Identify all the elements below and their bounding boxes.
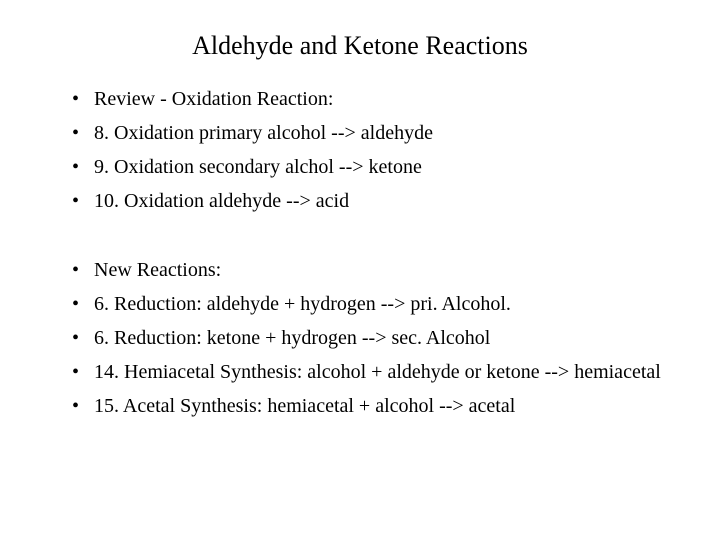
list-item xyxy=(72,393,692,419)
list-item-text: 10. Oxidation aldehyde --> acid xyxy=(94,190,350,212)
bullet-icon: • xyxy=(72,361,80,383)
new-reactions-bullet-list xyxy=(72,257,692,427)
bullet-icon: • xyxy=(72,88,80,110)
list-item xyxy=(72,86,692,112)
list-item-text: Review - Oxidation Reaction: xyxy=(94,88,334,110)
bullet-icon: • xyxy=(72,395,80,417)
list-item xyxy=(72,325,692,351)
list-item-text: 6. Reduction: ketone + hydrogen --> sec. Alcohol xyxy=(94,327,491,349)
list-item-text: 6. Reduction: aldehyde + hydrogen --> pri. Alcohol. xyxy=(94,293,511,315)
list-item-text: 8. Oxidation primary alcohol --> aldehyde xyxy=(94,122,433,144)
list-item xyxy=(72,291,692,317)
slide-title: Aldehyde and Ketone Reactions xyxy=(192,31,528,60)
bullet-icon: • xyxy=(72,156,80,178)
list-item-text: 15. Acetal Synthesis: hemiacetal + alcohol --> acetal xyxy=(94,395,516,417)
list-item xyxy=(72,120,692,146)
list-item xyxy=(72,154,692,180)
bullet-icon: • xyxy=(72,190,80,212)
list-item xyxy=(72,257,692,283)
list-item-text: 9. Oxidation secondary alchol --> ketone xyxy=(94,156,422,178)
list-item-text: New Reactions: xyxy=(94,259,222,281)
bullet-icon: • xyxy=(72,293,80,315)
list-item-text: 14. Hemiacetal Synthesis: alcohol + aldehyde or ketone --> hemiacetal xyxy=(94,361,661,383)
review-bullet-list xyxy=(72,86,692,222)
list-item xyxy=(72,188,692,214)
bullet-icon: • xyxy=(72,122,80,144)
list-item xyxy=(72,359,692,385)
bullet-icon: • xyxy=(72,327,80,349)
bullet-icon: • xyxy=(72,259,80,281)
